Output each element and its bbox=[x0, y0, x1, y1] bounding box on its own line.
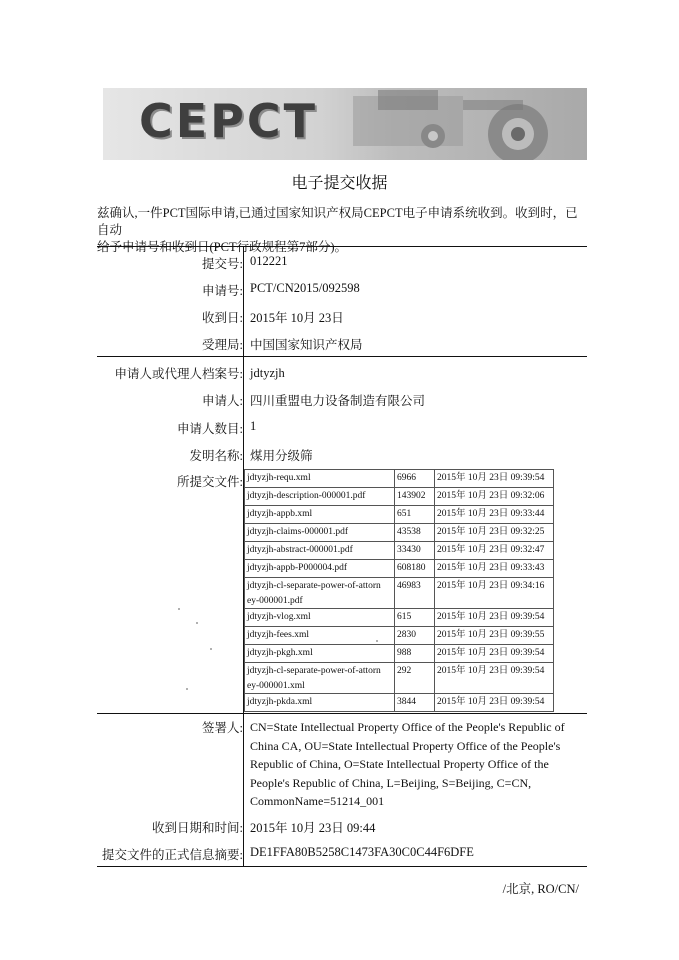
file-timestamp: 2015年 10月 23日 09:39:54 bbox=[435, 470, 554, 488]
document-title: 电子提交收据 bbox=[291, 175, 388, 192]
receiving-office-value: 中国国家知识产权局 bbox=[250, 338, 363, 352]
application-no-label: 申请号: bbox=[202, 284, 243, 298]
invention-title-value: 煤用分级筛 bbox=[250, 449, 313, 463]
scan-speck bbox=[376, 640, 378, 642]
signer-value: CN=State Intellectual Property Office of the People's Republic of China CA, OU=State Intellectual Property Office of the People's Republic of China, O=State Intellectual Property Office of the People's Republic of China, L=Beijing, S=Beijing, C=CN, CommonName=51214_001 bbox=[250, 720, 565, 808]
divider bbox=[97, 866, 587, 867]
file-name-line-2: ey-000001.xml bbox=[247, 680, 305, 691]
file-name: jdtyzjh-pkgh.xml bbox=[245, 645, 395, 663]
file-timestamp: 2015年 10月 23日 09:32:06 bbox=[435, 488, 554, 506]
applicant-count-value: 1 bbox=[250, 419, 257, 433]
cepct-logo: CEPCT bbox=[139, 94, 319, 148]
signer-label: 签署人: bbox=[202, 721, 243, 735]
file-size: 608180 bbox=[395, 560, 435, 578]
applicant-label: 申请人: bbox=[202, 394, 243, 408]
file-name-wrapped bbox=[247, 663, 392, 693]
intro-line-1: 兹确认,一件PCT国际申请,已通过国家知识产权局CEPCT电子申请系统收到。收到时，已自动 bbox=[97, 206, 578, 237]
file-name: jdtyzjh-pkda.xml bbox=[245, 694, 395, 712]
digest-value: DE1FFA80B5258C1473FA30C0C44F6DFE bbox=[250, 845, 474, 859]
invention-title-label: 发明名称: bbox=[189, 449, 243, 463]
file-ref-label: 申请人或代理人档案号: bbox=[114, 367, 243, 381]
file-timestamp: 2015年 10月 23日 09:39:54 bbox=[435, 694, 554, 712]
divider bbox=[97, 246, 587, 247]
file-row bbox=[245, 560, 554, 578]
file-size: 43538 bbox=[395, 524, 435, 542]
file-row bbox=[245, 645, 554, 663]
scan-speck bbox=[210, 648, 212, 650]
column-divider bbox=[243, 713, 244, 866]
file-name: jdtyzjh-claims-000001.pdf bbox=[245, 524, 395, 542]
file-timestamp: 2015年 10月 23日 09:32:47 bbox=[435, 542, 554, 560]
intro-text bbox=[97, 205, 587, 256]
file-row bbox=[245, 488, 554, 506]
file-size: 988 bbox=[395, 645, 435, 663]
submission-no-label: 提交号: bbox=[202, 257, 243, 271]
receipt-datetime-value: 2015年 10月 23日 09:44 bbox=[250, 821, 376, 835]
file-name: jdtyzjh-vlog.xml bbox=[245, 609, 395, 627]
applicant-value: 四川重盟电力设备制造有限公司 bbox=[250, 394, 426, 408]
file-name bbox=[245, 663, 395, 694]
column-divider bbox=[243, 246, 244, 356]
applicant-count-label: 申请人数目: bbox=[177, 422, 243, 436]
file-name: jdtyzjh-fees.xml bbox=[245, 627, 395, 645]
file-row bbox=[245, 578, 554, 609]
file-name: jdtyzjh-description-000001.pdf bbox=[245, 488, 395, 506]
file-name-line-2: ey-000001.pdf bbox=[247, 595, 303, 606]
scan-speck bbox=[186, 688, 188, 690]
file-timestamp: 2015年 10月 23日 09:39:54 bbox=[435, 609, 554, 627]
receiving-office-label: 受理局: bbox=[202, 338, 243, 352]
file-timestamp: 2015年 10月 23日 09:39:54 bbox=[435, 645, 554, 663]
file-name: jdtyzjh-abstract-000001.pdf bbox=[245, 542, 395, 560]
receipt-datetime-label: 收到日期和时间: bbox=[152, 821, 243, 835]
file-name-line-1: jdtyzjh-cl-separate-power-of-attorn bbox=[247, 581, 381, 591]
submitted-files-table bbox=[244, 469, 554, 712]
file-name: jdtyzjh-appb-P000004.pdf bbox=[245, 560, 395, 578]
file-name: jdtyzjh-requ.xml bbox=[245, 470, 395, 488]
divider bbox=[97, 713, 587, 714]
file-size: 292 bbox=[395, 663, 435, 694]
application-no-value: PCT/CN2015/092598 bbox=[250, 281, 360, 295]
file-size: 2830 bbox=[395, 627, 435, 645]
file-row bbox=[245, 506, 554, 524]
file-timestamp: 2015年 10月 23日 09:39:54 bbox=[435, 663, 554, 694]
file-row bbox=[245, 694, 554, 712]
office-code: /北京, RO/CN/ bbox=[502, 882, 579, 896]
file-size: 6966 bbox=[395, 470, 435, 488]
intro-line-2: 给予申请号和收到日(PCT行政规程第7部分)。 bbox=[97, 240, 348, 254]
received-date-value: 2015年 10月 23日 bbox=[250, 311, 344, 325]
submitted-files-label: 所提交文件: bbox=[177, 475, 243, 489]
scan-speck bbox=[178, 608, 180, 610]
file-name-line-1: jdtyzjh-cl-separate-power-of-attorn bbox=[247, 666, 381, 676]
submission-no-value: 012221 bbox=[250, 254, 288, 268]
file-size: 3844 bbox=[395, 694, 435, 712]
file-row bbox=[245, 470, 554, 488]
file-size: 651 bbox=[395, 506, 435, 524]
file-row bbox=[245, 542, 554, 560]
received-date-label: 收到日: bbox=[202, 311, 243, 325]
file-row bbox=[245, 663, 554, 694]
file-timestamp: 2015年 10月 23日 09:34:16 bbox=[435, 578, 554, 609]
file-row bbox=[245, 627, 554, 645]
file-size: 46983 bbox=[395, 578, 435, 609]
divider bbox=[97, 356, 587, 357]
file-size: 143902 bbox=[395, 488, 435, 506]
file-row bbox=[245, 524, 554, 542]
file-ref-value: jdtyzjh bbox=[250, 366, 285, 380]
digest-label: 提交文件的正式信息摘要: bbox=[102, 848, 243, 862]
file-size: 615 bbox=[395, 609, 435, 627]
file-size: 33430 bbox=[395, 542, 435, 560]
file-timestamp: 2015年 10月 23日 09:33:43 bbox=[435, 560, 554, 578]
file-name: jdtyzjh-appb.xml bbox=[245, 506, 395, 524]
cepct-banner bbox=[103, 88, 587, 160]
scan-speck bbox=[196, 622, 198, 624]
file-name-wrapped bbox=[247, 578, 392, 608]
file-timestamp: 2015年 10月 23日 09:33:44 bbox=[435, 506, 554, 524]
file-timestamp: 2015年 10月 23日 09:32:25 bbox=[435, 524, 554, 542]
file-timestamp: 2015年 10月 23日 09:39:55 bbox=[435, 627, 554, 645]
file-name bbox=[245, 578, 395, 609]
file-row bbox=[245, 609, 554, 627]
